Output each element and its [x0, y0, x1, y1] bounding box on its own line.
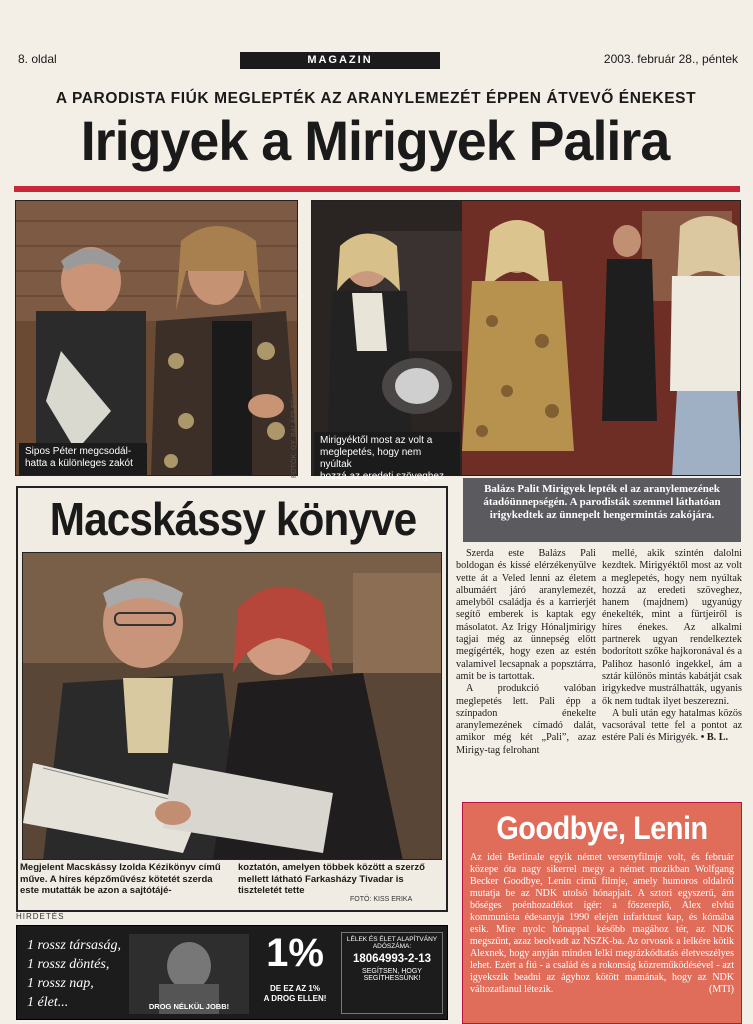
photo-caption-3: Balázs Palit Mirigyek lepték el az aranylemezének átadóünnepségén. A parodisták szemmel láthatóan irigykedtek az ünnepelt hengermintás zakójára. — [463, 478, 741, 542]
section-label: MAGAZIN — [240, 52, 440, 69]
page-number: 8. oldal — [18, 52, 57, 66]
photo-caption-1 — [19, 443, 147, 475]
article-paragraph-text: A buli után egy hatalmas közös vacsorával tette fel a pontot az estére Pali és Mirigyék. — [602, 707, 742, 744]
ad-photo-text: DROG NÉLKÜL JOBB! — [148, 1002, 230, 1011]
photo-caption-2-line-3: hozzá az eredeti szöveghez — [320, 471, 444, 482]
photo-caption-1-line-1: Sipos Péter megcsodál- — [25, 446, 132, 457]
ad-percent-subtitle-line-2: A DROG ELLEN! — [263, 994, 327, 1003]
photo-book-presentation — [22, 552, 442, 860]
headline-rule — [14, 186, 740, 192]
article-headline-macskassy: Macskássy könyve — [49, 493, 417, 545]
issue-date: 2003. február 28., péntek — [603, 52, 738, 66]
photo-caption-2-line-1: Mirigyéktől most az volt a — [320, 435, 433, 446]
ad-tax-help-1: SEGÍTSEN, HOGY — [362, 968, 422, 975]
article-body-column-2 — [602, 548, 742, 800]
article-body-goodbye-lenin — [470, 852, 734, 996]
article-paragraph: A produkció valóban meglepetés lett. Pali épp a színpadon énekelte aranylemezének címadó dalát, amikor még két „Pali”, azaz Mirigy-tag felrohant — [456, 683, 596, 756]
ad-slogan — [27, 936, 121, 1012]
article-headline: Irigyek a Mirigyek Palira — [80, 109, 670, 172]
photo-caption-macskassy-right: koztatón, amelyen többek között a szerző mellett látható Farkasházy Tivadar is tiszteletét tette — [238, 862, 425, 896]
ad-slogan-line: 1 élet... — [27, 995, 69, 1010]
ad-percent-subtitle-line-1: DE EZ AZ 1% — [270, 984, 320, 993]
ad-tax-number: 18064993-2-13 — [352, 953, 431, 965]
ad-tax-help-2: SEGÍTHESSÜNK! — [363, 975, 421, 982]
ad-tax-title-2: ADÓSZÁMA: — [372, 943, 412, 950]
article-source: (MTI) — [709, 984, 734, 995]
ad-slogan-line: 1 rossz döntés, — [27, 957, 110, 972]
article-paragraph: mellé, akik szintén dalolni kezdtek. Mirigyéktől most az volt a meglepetés, hogy nem nyúltak hozzá az eredeti szöveghez, hanem (majdnem) ugyanúgy énekelték, mint a fürtjeiről is híres énekes. Az alkalmi partnerek ugyan rendelkeztek bodorított szőke hajkoronával és a Palihoz hasonló ingekkel, ám a sztár különös mintás kabátját csak irigykedve mustrálhatták, ugyanis ők nem tudtak ilyet beszerezni. — [602, 548, 742, 707]
ad-slogan-line: 1 rossz társaság, — [27, 938, 122, 953]
advertisement-label: HIRDETÉS — [16, 912, 65, 921]
ad-photo — [129, 934, 249, 1014]
photo-sipos-and-pali — [15, 200, 298, 476]
photo-credit-macskassy: FOTÓ: KISS ERIKA — [350, 896, 413, 903]
article-headline-goodbye-lenin: Goodbye, Lenin — [496, 810, 708, 846]
photo-caption-1-line-2: hatta a különleges zakót — [25, 458, 133, 469]
article-body-column-1 — [456, 548, 596, 800]
article-signature: • B. L. — [700, 732, 729, 744]
photo-caption-2 — [314, 432, 460, 482]
ad-slogan-line: 1 rossz nap, — [27, 976, 94, 991]
ad-tax-box — [341, 932, 443, 1014]
ad-tax-title-1: LÉLEK ÉS ÉLET ALAPÍTVÁNY — [346, 936, 438, 943]
photo-caption-macskassy-left: Megjelent Macskássy Izolda Kézikönyv című műve. A híres képzőművész kötetét szerda este mutatták be azon a sajtótájé- — [20, 862, 221, 896]
photo-caption-2-line-2: meglepetés, hogy nem nyúltak — [320, 447, 422, 470]
article-kicker: A PARODISTA FIÚK MEGLEPTÉK AZ ARANYLEMEZÉT ÉPPEN ÁTVEVŐ ÉNEKEST — [55, 90, 697, 107]
advertisement-anti-drug — [16, 925, 448, 1020]
photo-credit: FOTÓK: GY. BALÁZS BÉLA — [291, 390, 298, 478]
article-paragraph: Szerda este Balázs Pali boldogan és kissé elérzékenyülve vette át a Veled lenni az életem albumáért járó aranylemezét, amelyből családja és a karrierjét segítő emberek is kaptak egy másolatot. Az Irigy Hónaljmirigy tagjai még az ünnepség előtt megígérték, hogy ezen az estén valamivel lecsapnak a popsztárra, amit be is tartottak. — [456, 548, 596, 682]
article-paragraph — [602, 708, 742, 745]
ad-percent: 1% — [266, 931, 324, 975]
article-paragraph: Az idei Berlinale egyik német versenyfilmje volt, és február közepe óta nagy sikerrel megy a német mozikban Wolfgang Becker Goodbye, Lenin című filmje, amely humoros oldalról mutatja be az NDK utolsó hónapjait. A sztori egyszerű, ám bőséges poénhozadékot ígér: a főszereplő, Alex elvhű kommunista édesanyja 1990 elején infarktust kap, és kómába esik. Mire nyolc hónappal később magához tér, az NDK megszűnt, azaz beolvadt az NSZK-ba. Az orvosok a lelkére kötik Alexnek, hogy anyján minden lelki megrázkódtatás életveszélyes lehet. Ezért a fiú - a család és a rokonság közreműködésével - azt igyekszik beadni az ágyhoz kötött mamának, hogy az NDK változatlanul létezik. — [470, 852, 734, 995]
ad-percent-subtitle — [255, 984, 335, 1004]
